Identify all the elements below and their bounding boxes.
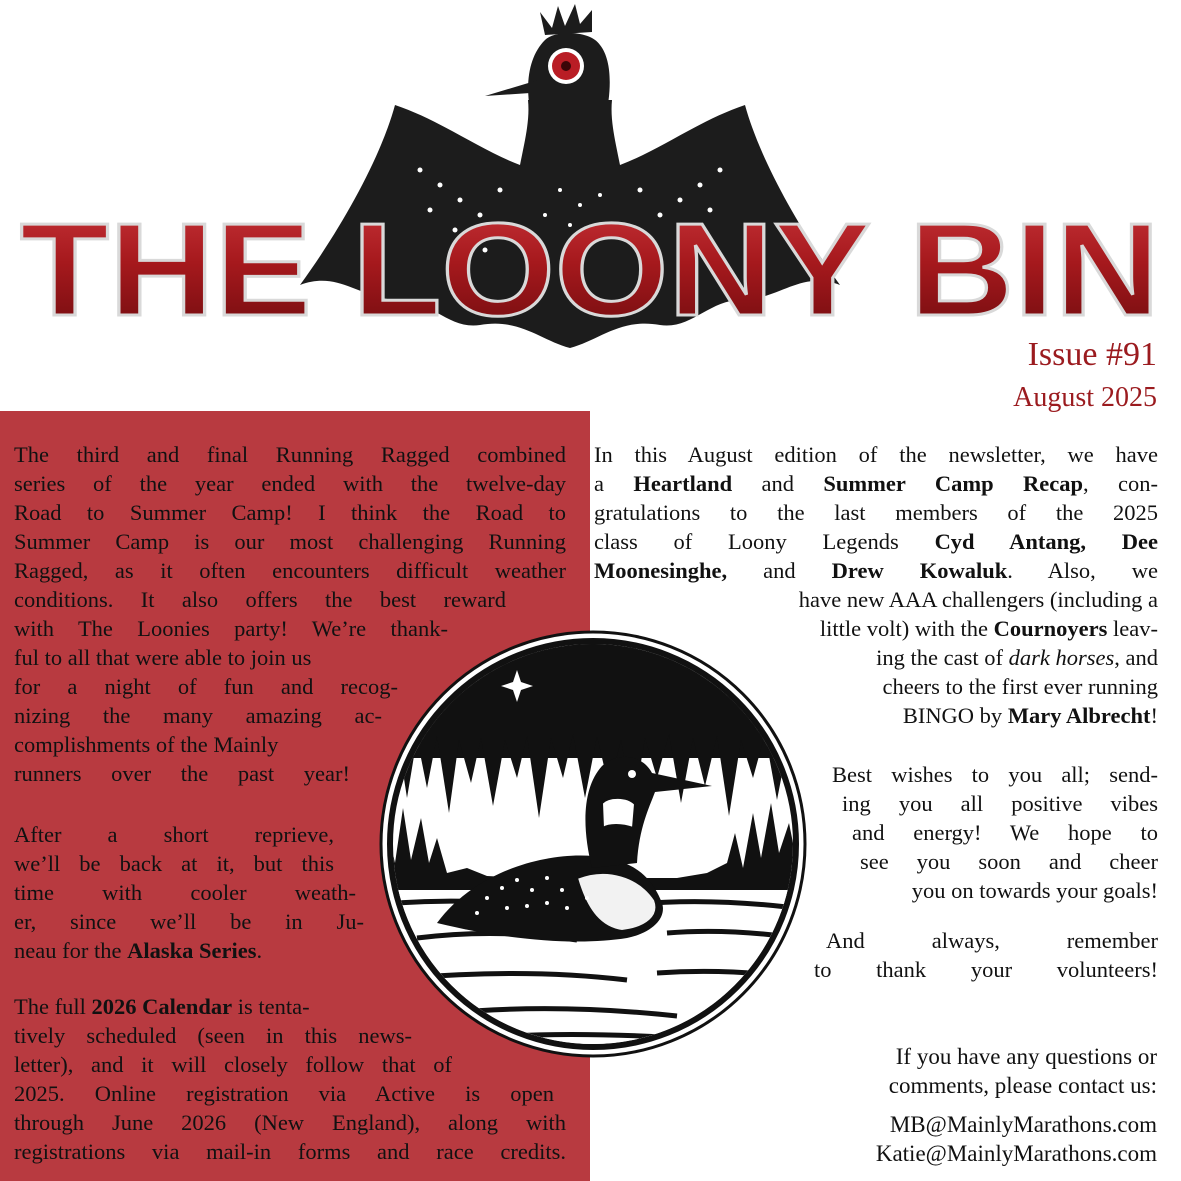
text-span: , con- [1082,471,1158,496]
cournoyers-bold: Cournoyers [993,616,1108,641]
text-line: And always, remember [826,928,1158,953]
text-line: runners over the past year! [14,761,350,786]
text-line: er, since we’ll be in Ju- [14,909,364,934]
calendar-bold: 2026 Calendar [91,994,233,1019]
text-span: The full [14,994,92,1019]
legend-names-bold: Cyd Antang, Dee [934,529,1159,554]
text-line: series of the year ended with the twelve-day [14,471,566,496]
text-line: you on towards your goals! [911,878,1158,903]
text-span: , and [1114,645,1158,670]
heartland-bold: Heartland [633,471,733,496]
text-line [594,469,1158,498]
text-line: for a night of fun and recog- [14,674,398,699]
text-span: leav- [1107,616,1158,641]
mary-albrecht-bold: Mary Albrecht [1007,703,1151,728]
text-span: BINGO by [902,703,1008,728]
legend-names-bold: Drew Kowaluk [831,558,1008,583]
text-line: Best wishes to you all; send- [832,762,1158,787]
text-line: Ragged, as it often encounters difficult weather [14,558,566,583]
text-line: conditions. It also offers the best reward [14,587,506,612]
left-paragraph-2 [14,820,374,965]
newsletter-title: THE LOONY BIN [20,196,1160,343]
issue-number: Issue #91 [1027,336,1157,373]
text-span: ! [1150,703,1158,728]
alaska-series-bold: Alaska Series [127,938,257,963]
email-link-katie[interactable]: Katie@MainlyMarathons.com [875,1141,1157,1166]
text-line: After a short reprieve, [14,822,334,847]
text-line: nizing the many amazing ac- [14,703,382,728]
text-span: ing the cast of [876,645,1009,670]
text-line: to thank your volunteers! [814,957,1158,982]
text-line: time with cooler weath- [14,880,356,905]
loony-bin-logo [0,0,1181,360]
text-line: through June 2026 (New England), along with [14,1110,566,1135]
volunteers-paragraph [814,926,1158,984]
text-span: and [732,471,824,496]
text-span: and [727,558,832,583]
text-span: a [594,471,634,496]
loon-lake-circle-illustration [377,628,809,1065]
text-line [594,527,1158,556]
text-line: see you soon and cheer [860,849,1158,874]
text-line: 2025. Online registration via Active is open [14,1081,554,1106]
contact-prompt [889,1042,1157,1100]
text-line: we’ll be back at it, but this [14,851,334,876]
text-line: In this August edition of the newsletter, we have [594,442,1158,467]
text-span: . Also, we [1007,558,1159,583]
text-span: . [256,938,263,963]
text-line: cheers to the first ever running [882,674,1158,699]
text-line: If you have any questions or [895,1044,1157,1069]
text-line: registrations via mail-in forms and race credits. [14,1139,566,1164]
best-wishes-paragraph [832,760,1158,905]
text-line: Summer Camp is our most challenging Running [14,529,566,554]
text-line: ful to all that were able to join us [14,645,312,670]
text-line: with The Loonies party! We’re thank- [14,616,448,641]
text-line: Road to Summer Camp! I think the Road to [14,500,566,525]
text-span: neau for the [14,938,128,963]
text-line: The third and final Running Ragged combined [14,442,566,467]
text-line: letter), and it will closely follow that of [14,1052,452,1077]
text-line [14,936,374,965]
legend-names-bold: Moonesinghe, [594,558,728,583]
text-line: have new AAA challengers (including a [798,587,1158,612]
text-line: comments, please contact us: [888,1073,1157,1098]
text-line: tively scheduled (seen in this news- [14,1023,412,1048]
text-line: complishments of the Mainly [14,732,279,757]
summer-camp-recap-bold: Summer Camp Recap [823,471,1083,496]
text-span: class of Loony Legends [594,529,935,554]
text-line: ing you all positive vibes [842,791,1158,816]
email-link-mb[interactable]: MB@MainlyMarathons.com [889,1112,1157,1137]
issue-date: August 2025 [1013,382,1157,413]
text-span: is tenta- [232,994,310,1019]
text-line: and energy! We hope to [852,820,1158,845]
dark-horses-italic: dark horses [1008,645,1115,670]
text-line [594,556,1158,585]
text-line: gratulations to the last members of the 2025 [594,500,1158,525]
contact-emails [876,1110,1157,1168]
masthead [0,0,1181,360]
text-span: little volt) with the [819,616,994,641]
